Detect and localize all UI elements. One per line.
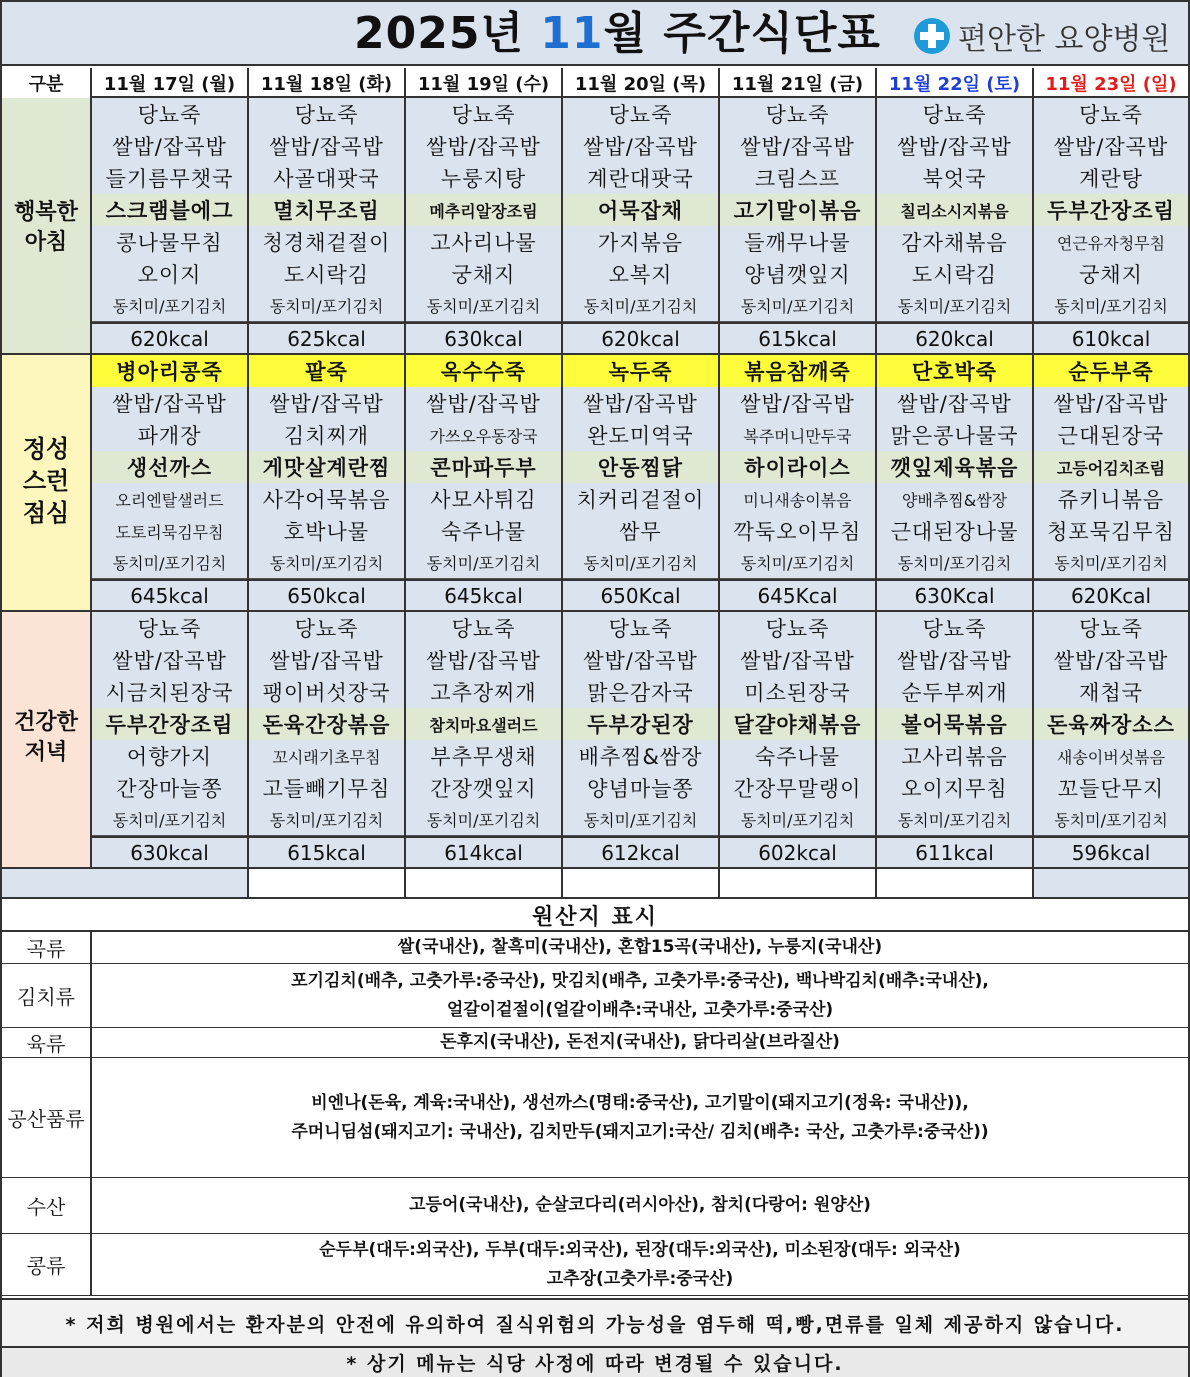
calorie-value: 645Kcal: [720, 579, 875, 610]
date-header: 11월 18일 (화): [249, 68, 406, 98]
menu-item: 오리엔탈샐러드: [92, 483, 247, 515]
calorie-value: 620Kcal: [1034, 579, 1188, 610]
menu-item: 참치마요샐러드: [406, 708, 561, 740]
origin-category: 수산: [2, 1178, 92, 1233]
menu-item: 당뇨죽: [877, 612, 1032, 644]
menu-item: 근대된장국: [1034, 419, 1188, 451]
lunch-day-column: [1034, 355, 1188, 610]
calorie-value: 650Kcal: [563, 579, 718, 610]
menu-item: 김치찌개: [249, 419, 404, 451]
menu-item: 당뇨죽: [877, 98, 1032, 130]
origin-row: [2, 964, 1188, 1028]
date-header-row: [2, 68, 1188, 98]
breakfast-day-column: [1034, 98, 1188, 353]
lunch-day-column: [249, 355, 406, 610]
dinner-day-column: [92, 612, 249, 867]
title-bar: [2, 2, 1188, 66]
dinner-day-column: [720, 612, 877, 867]
menu-item: 동치미/포기김치: [92, 547, 247, 579]
menu-item: 고들빼기무침: [249, 772, 404, 804]
menu-item: 병아리콩죽: [92, 355, 247, 387]
breakfast-day-column: [877, 98, 1034, 353]
calorie-value: 602kcal: [720, 836, 875, 867]
menu-item: 쌀밥/잡곡밥: [249, 644, 404, 676]
date-header-saturday: 11월 22일 (토): [877, 68, 1034, 98]
breakfast-day-column: [406, 98, 563, 353]
menu-item: 쌀밥/잡곡밥: [1034, 130, 1188, 162]
menu-item: 간장마늘쫑: [92, 772, 247, 804]
menu-item: 칠리소시지볶음: [877, 194, 1032, 226]
menu-item: 볶음참깨죽: [720, 355, 875, 387]
menu-item: 계란대팟국: [563, 162, 718, 194]
menu-item: 청경채겉절이: [249, 226, 404, 258]
menu-item: 쌀밥/잡곡밥: [92, 130, 247, 162]
page-title: [354, 8, 881, 60]
menu-item: 쥬키니볶음: [1034, 483, 1188, 515]
menu-item: 동치미/포기김치: [720, 547, 875, 579]
menu-item: 팽이버섯장국: [249, 676, 404, 708]
origin-line: 쌀(국내산), 찰흑미(국내산), 혼합15곡(국내산), 누룽지(국내산): [397, 937, 883, 957]
origin-line: 주머니딤섬(돼지고기: 국내산), 김치만두(돼지고기:국산/ 김치(배추: 국산, 고춧가루:중국산)): [291, 1121, 989, 1142]
menu-item: 도토리묵김무침: [92, 515, 247, 547]
calorie-value: 612kcal: [563, 836, 718, 867]
lunch-day-column: [563, 355, 720, 610]
date-header: 11월 19일 (수): [406, 68, 563, 98]
menu-item: 팥죽: [249, 355, 404, 387]
menu-item: 청포묵김무침: [1034, 515, 1188, 547]
menu-item: 고기말이볶음: [720, 194, 875, 226]
menu-item: 쌀밥/잡곡밥: [720, 644, 875, 676]
menu-item: 당뇨죽: [1034, 612, 1188, 644]
calorie-value: 645kcal: [406, 579, 561, 610]
menu-item: 동치미/포기김치: [1034, 547, 1188, 579]
menu-item: 쌀밥/잡곡밥: [877, 387, 1032, 419]
menu-item: 녹두죽: [563, 355, 718, 387]
menu-item: 동치미/포기김치: [92, 804, 247, 836]
menu-item: 쌀밥/잡곡밥: [249, 387, 404, 419]
menu-item: 재첩국: [1034, 676, 1188, 708]
menu-item: 크림스프: [720, 162, 875, 194]
menu-item: 당뇨죽: [406, 612, 561, 644]
menu-item: 미소된장국: [720, 676, 875, 708]
origin-category: 공산품류: [2, 1058, 92, 1177]
calorie-value: 610kcal: [1034, 322, 1188, 353]
menu-item: 양념깻잎지: [720, 258, 875, 290]
lunch-day-column: [92, 355, 249, 610]
breakfast-label: 행복한 아침: [2, 98, 92, 353]
breakfast-day-column: [92, 98, 249, 353]
hospital-name: 편안한 요양병원: [958, 22, 1171, 57]
menu-item: 궁채지: [1034, 258, 1188, 290]
menu-item: 당뇨죽: [563, 98, 718, 130]
lunch-label: 정성 스런 점심: [2, 355, 92, 610]
menu-item: 쌀밥/잡곡밥: [877, 644, 1032, 676]
menu-item: 당뇨죽: [92, 612, 247, 644]
breakfast-day-column: [249, 98, 406, 353]
menu-item: 고사리볶음: [877, 740, 1032, 772]
category-header: 구분: [2, 68, 92, 98]
menu-item: 생선까스: [92, 451, 247, 483]
menu-item: 맑은감자국: [563, 676, 718, 708]
menu-item: 복주머니만두국: [720, 419, 875, 451]
origin-line: 얼갈이겉절이(얼갈이배추:국내산, 고춧가루:중국산): [446, 999, 834, 1020]
calorie-value: 620kcal: [563, 322, 718, 353]
calorie-value: 611kcal: [877, 836, 1032, 867]
date-header-sunday: 11월 23일 (일): [1045, 74, 1177, 95]
menu-item: 콘마파두부: [406, 451, 561, 483]
menu-item: 간장무말랭이: [720, 772, 875, 804]
origin-row: [2, 932, 1188, 964]
menu-item: 볼어묵볶음: [877, 708, 1032, 740]
menu-item: 순두부찌개: [877, 676, 1032, 708]
breakfast-day-column: [720, 98, 877, 353]
menu-item: 가지볶음: [563, 226, 718, 258]
calorie-value: 630Kcal: [877, 579, 1032, 610]
dinner-label: 건강한 저녁: [2, 612, 92, 867]
calorie-value: 620kcal: [877, 322, 1032, 353]
menu-item: 당뇨죽: [720, 98, 875, 130]
dinner-day-column: [563, 612, 720, 867]
spacer-row: [2, 869, 1188, 899]
menu-item: 쌀밥/잡곡밥: [563, 130, 718, 162]
origin-details: [92, 1058, 1188, 1177]
menu-item: 쌀밥/잡곡밥: [563, 387, 718, 419]
menu-item: 동치미/포기김치: [406, 290, 561, 322]
menu-item: 치커리겉절이: [563, 483, 718, 515]
menu-item: 쌀밥/잡곡밥: [92, 644, 247, 676]
hospital-brand: [914, 16, 1170, 56]
menu-item: 들깨무나물: [720, 226, 875, 258]
menu-item: 동치미/포기김치: [563, 290, 718, 322]
menu-item: 호박나물: [249, 515, 404, 547]
menu-item: 옥수수죽: [406, 355, 561, 387]
origin-title: 원산지 표시: [2, 900, 1188, 932]
menu-item: 쌀밥/잡곡밥: [720, 130, 875, 162]
calorie-value: 615kcal: [249, 836, 404, 867]
menu-item: 고등어김치조림: [1034, 451, 1188, 483]
notice-menu-change: * 상기 메뉴는 식당 사정에 따라 변경될 수 있습니다.: [2, 1346, 1188, 1377]
menu-item: 쌀밥/잡곡밥: [877, 130, 1032, 162]
dinner-day-column: [249, 612, 406, 867]
menu-item: 당뇨죽: [249, 98, 404, 130]
calorie-value: 614kcal: [406, 836, 561, 867]
menu-item: 도시락김: [877, 258, 1032, 290]
date-header: 11월 21일 (금): [720, 68, 877, 98]
menu-item: 두부강된장: [563, 708, 718, 740]
menu-item: 스크램블에그: [92, 194, 247, 226]
lunch-day-column: [406, 355, 563, 610]
origin-line: 포기김치(배추, 고춧가루:중국산), 맛김치(배추, 고춧가루:중국산), 백나박김치(배추:국내산),: [291, 970, 989, 991]
menu-item: 돈육간장볶음: [249, 708, 404, 740]
lunch-section: [2, 355, 1188, 612]
menu-item: 북엇국: [877, 162, 1032, 194]
menu-item: 미니새송이볶음: [720, 483, 875, 515]
date-header: 11월 20일 (목): [563, 68, 720, 98]
menu-item: 당뇨죽: [720, 612, 875, 644]
menu-item: 메추리알장조림: [406, 194, 561, 226]
origin-category: 육류: [2, 1028, 92, 1057]
notice-no-choking-foods: * 저희 병원에서는 환자분의 안전에 유의하여 질식위험의 가능성을 염두해 떡,빵,면류를 일체 제공하지 않습니다.: [2, 1298, 1188, 1346]
menu-item: 당뇨죽: [1034, 98, 1188, 130]
menu-item: 쌀밥/잡곡밥: [406, 387, 561, 419]
title-prefix: 2025년: [354, 8, 541, 59]
menu-item: 동치미/포기김치: [877, 290, 1032, 322]
medical-cross-icon: [914, 18, 950, 54]
title-month: 11: [540, 8, 604, 59]
title-suffix: 월 주간식단표: [603, 8, 881, 59]
breakfast-day-column: [563, 98, 720, 353]
menu-item: 사각어묵볶음: [249, 483, 404, 515]
menu-item: 쌀밥/잡곡밥: [406, 644, 561, 676]
origin-category: 김치류: [2, 964, 92, 1027]
lunch-day-column: [720, 355, 877, 610]
calorie-value: 630kcal: [406, 322, 561, 353]
menu-item: 연근유자청무침: [1034, 226, 1188, 258]
menu-item: 계란탕: [1034, 162, 1188, 194]
origin-row: [2, 1234, 1188, 1296]
calorie-value: 625kcal: [249, 322, 404, 353]
menu-item: 쌀밥/잡곡밥: [563, 644, 718, 676]
menu-item: 감자채볶음: [877, 226, 1032, 258]
menu-item: 맑은콩나물국: [877, 419, 1032, 451]
breakfast-section: [2, 98, 1188, 355]
menu-item: 동치미/포기김치: [249, 804, 404, 836]
menu-item: 쌀밥/잡곡밥: [1034, 387, 1188, 419]
menu-item: 고추장찌개: [406, 676, 561, 708]
origin-row: [2, 1028, 1188, 1058]
menu-item: 동치미/포기김치: [406, 804, 561, 836]
menu-item: 동치미/포기김치: [1034, 290, 1188, 322]
origin-details: [92, 1234, 1188, 1295]
origin-details: [92, 1178, 1188, 1233]
menu-item: 오이지무침: [877, 772, 1032, 804]
dinner-section: [2, 612, 1188, 869]
menu-item: 양념마늘쫑: [563, 772, 718, 804]
menu-item: 돈육짜장소스: [1034, 708, 1188, 740]
menu-item: 파개장: [92, 419, 247, 451]
origin-details: [92, 1028, 1188, 1057]
menu-item: 동치미/포기김치: [563, 547, 718, 579]
menu-item: 쌀밥/잡곡밥: [92, 387, 247, 419]
calorie-value: 650kcal: [249, 579, 404, 610]
menu-item: 당뇨죽: [406, 98, 561, 130]
menu-item: 안동찜닭: [563, 451, 718, 483]
menu-item: 도시락김: [249, 258, 404, 290]
menu-item: 배추찜&쌈장: [563, 740, 718, 772]
menu-item: 쌈무: [563, 515, 718, 547]
menu-item: 달걀야채볶음: [720, 708, 875, 740]
calorie-value: 645kcal: [92, 579, 247, 610]
origin-section: [2, 900, 1188, 1296]
menu-item: 양배추찜&쌈장: [877, 483, 1032, 515]
menu-item: 고사리나물: [406, 226, 561, 258]
menu-item: 쌀밥/잡곡밥: [406, 130, 561, 162]
dinner-day-column: [1034, 612, 1188, 867]
menu-item: 궁채지: [406, 258, 561, 290]
calorie-value: 615kcal: [720, 322, 875, 353]
menu-item: 깻잎제육볶음: [877, 451, 1032, 483]
menu-item: 동치미/포기김치: [877, 804, 1032, 836]
menu-item: 간장깻잎지: [406, 772, 561, 804]
menu-item: 게맛살계란찜: [249, 451, 404, 483]
menu-item: 숙주나물: [720, 740, 875, 772]
menu-item: 동치미/포기김치: [249, 290, 404, 322]
menu-item: 들기름무챗국: [92, 162, 247, 194]
menu-item: 부추무생채: [406, 740, 561, 772]
menu-item: 오복지: [563, 258, 718, 290]
menu-item: 당뇨죽: [563, 612, 718, 644]
origin-row: [2, 1178, 1188, 1234]
origin-line: 고등어(국내산), 순살코다리(러시아산), 참치(다랑어: 원양산): [409, 1195, 871, 1215]
menu-item: 누룽지탕: [406, 162, 561, 194]
calorie-value: 596kcal: [1034, 836, 1188, 867]
menu-item: 단호박죽: [877, 355, 1032, 387]
menu-item: 두부간장조림: [1034, 194, 1188, 226]
menu-item: 동치미/포기김치: [720, 804, 875, 836]
menu-item: 당뇨죽: [249, 612, 404, 644]
menu-table: [2, 68, 1188, 899]
menu-item: 시금치된장국: [92, 676, 247, 708]
menu-item: 두부간장조림: [92, 708, 247, 740]
date-header: 11월 17일 (월): [92, 68, 249, 98]
origin-line: 순두부(대두:외국산), 두부(대두:외국산), 된장(대두:외국산), 미소된장(대두: 외국산): [319, 1239, 961, 1260]
menu-item: 순두부죽: [1034, 355, 1188, 387]
origin-details: [92, 932, 1188, 963]
menu-item: 꼬시래기초무침: [249, 740, 404, 772]
menu-item: 동치미/포기김치: [877, 547, 1032, 579]
origin-line: 고추장(고춧가루:중국산): [546, 1268, 734, 1289]
menu-item: 멸치무조림: [249, 194, 404, 226]
origin-line: 돈후지(국내산), 돈전지(국내산), 닭다리살(브라질산): [440, 1032, 840, 1052]
menu-item: 사모사튀김: [406, 483, 561, 515]
dinner-day-column: [877, 612, 1034, 867]
menu-item: 사골대팟국: [249, 162, 404, 194]
menu-item: 새송이버섯볶음: [1034, 740, 1188, 772]
menu-item: 깍둑오이무침: [720, 515, 875, 547]
menu-item: 숙주나물: [406, 515, 561, 547]
menu-item: 오이지: [92, 258, 247, 290]
menu-item: 동치미/포기김치: [563, 804, 718, 836]
menu-item: 어묵잡채: [563, 194, 718, 226]
origin-details: [92, 964, 1188, 1027]
menu-item: 쌀밥/잡곡밥: [1034, 644, 1188, 676]
menu-item: 동치미/포기김치: [1034, 804, 1188, 836]
menu-item: 콩나물무침: [92, 226, 247, 258]
calorie-value: 620kcal: [92, 322, 247, 353]
origin-line: 비엔나(돈육, 계육:국내산), 생선까스(명태:중국산), 고기말이(돼지고기(정육: 국내산)),: [311, 1092, 969, 1113]
menu-item: 완도미역국: [563, 419, 718, 451]
dinner-day-column: [406, 612, 563, 867]
origin-category: 곡류: [2, 932, 92, 963]
menu-item: 동치미/포기김치: [720, 290, 875, 322]
menu-item: 어향가지: [92, 740, 247, 772]
menu-item: 가쓰오우동장국: [406, 419, 561, 451]
menu-item: 동치미/포기김치: [406, 547, 561, 579]
menu-item: 쌀밥/잡곡밥: [249, 130, 404, 162]
menu-item: 꼬들단무지: [1034, 772, 1188, 804]
origin-category: 콩류: [2, 1234, 92, 1295]
calorie-value: 630kcal: [92, 836, 247, 867]
menu-item: 근대된장나물: [877, 515, 1032, 547]
menu-item: 쌀밥/잡곡밥: [720, 387, 875, 419]
menu-item: 동치미/포기김치: [92, 290, 247, 322]
lunch-day-column: [877, 355, 1034, 610]
origin-row: [2, 1058, 1188, 1178]
menu-item: 동치미/포기김치: [249, 547, 404, 579]
menu-item: 당뇨죽: [92, 98, 247, 130]
menu-item: 하이라이스: [720, 451, 875, 483]
